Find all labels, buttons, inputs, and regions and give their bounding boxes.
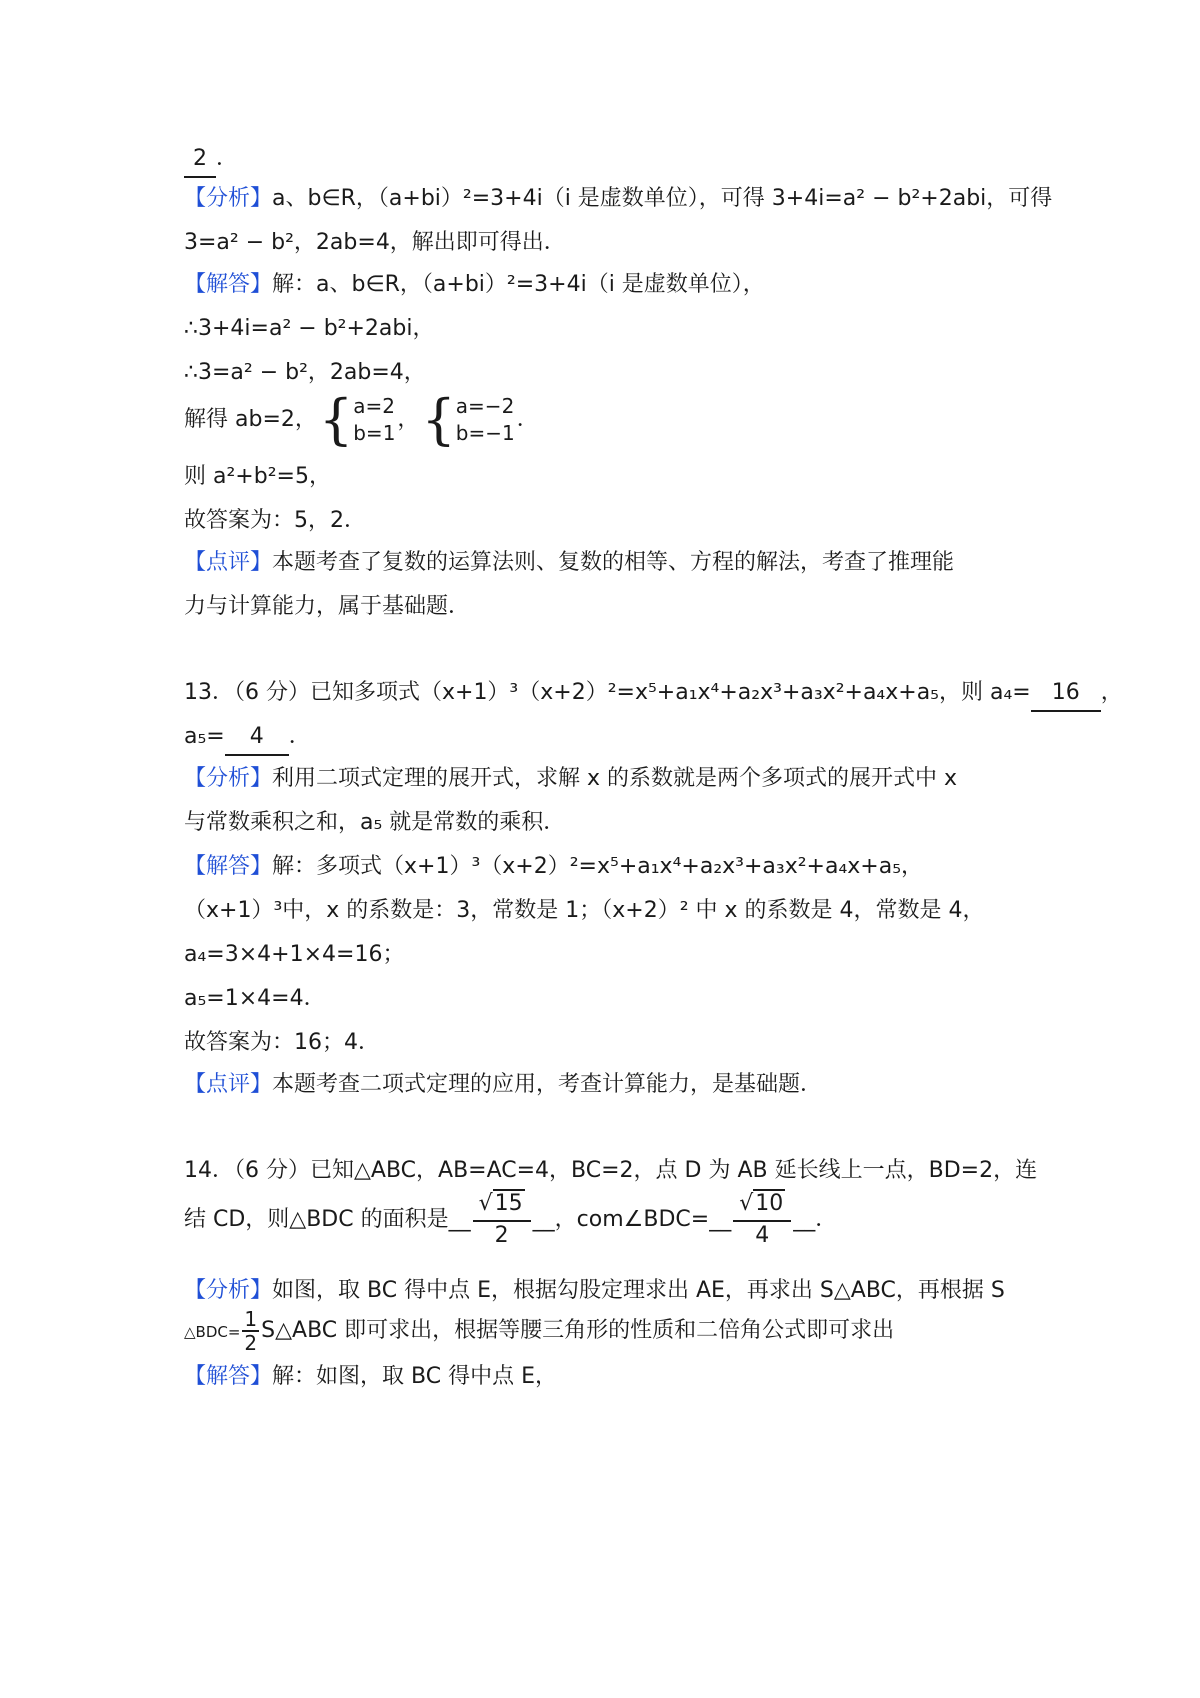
p14-analysis-cont: △BDC= $\frac{1}{2}$ S△ABC 即可求出，根据等腰三角形的性质和二倍角公式即可求出 <box>184 1307 895 1355</box>
p13-answer-2: 4 <box>225 720 289 756</box>
p14-answer-cos: $\frac{√10}{4}$ <box>733 1190 791 1250</box>
p13-answer-1: 16 <box>1031 676 1101 712</box>
comment-label: 【点评】 <box>184 1072 273 1097</box>
p13-stem-cont: a₅= 4 ． <box>184 720 1034 756</box>
p14-analysis: 【分析】如图，取 BC 得中点 E，根据勾股定理求出 AE，再求出 S△ABC，再根据 S <box>184 1278 1005 1303</box>
p14-solution: 【解答】解：如图，取 BC 得中点 E， <box>184 1364 557 1389</box>
p14-answer-area: $\frac{√15}{2}$ <box>473 1190 531 1250</box>
p12-comment: 【点评】本题考查了复数的运算法则、复数的相等、方程的解法，考查了推理能 <box>184 550 955 575</box>
p12-step-6: 故答案为：5，2． <box>184 508 366 533</box>
half-fraction: $\frac{1}{2}$ <box>244 1307 258 1355</box>
solution-label: 【解答】 <box>184 272 273 297</box>
p13-comment: 【点评】本题考查二项式定理的应用，考查计算能力，是基础题． <box>184 1072 823 1097</box>
analysis-label: 【分析】 <box>184 766 273 791</box>
p13-solution: 【解答】解：多项式（x+1）³（x+2）²=x⁵+a₁x⁴+a₂x³+a₃x²+a₄x+a₅， <box>184 854 924 879</box>
p12-step-5: 则 a²+b²=5， <box>184 464 331 489</box>
prev-answer-line: 2 ． <box>184 142 1034 178</box>
p12-analysis-cont: 3=a² − b²，2ab=4，解出即可得出． <box>184 230 566 255</box>
p13-analysis-cont: 与常数乘积之和，a₅ 就是常数的乘积． <box>184 810 566 835</box>
analysis-label: 【分析】 <box>184 1278 273 1303</box>
p12-step-3: ∴3=a² − b²，2ab=4， <box>184 360 426 385</box>
p12-comment-cont: 力与计算能力，属于基础题． <box>184 594 471 619</box>
solution-label: 【解答】 <box>184 854 273 879</box>
p12-analysis: 【分析】a、b∈R，（a+bi）²=3+4i（i 是虚数单位），可得 3+4i=a² − b²+2abi，可得 <box>184 186 1053 211</box>
p12-solution: 【解答】解：a、b∈R，（a+bi）²=3+4i（i 是虚数单位）， <box>184 272 765 297</box>
p13-step-5: 故答案为：16；4． <box>184 1030 380 1055</box>
solution-label: 【解答】 <box>184 1364 273 1389</box>
p14-stem: 14．（6 分）已知△ABC，AB=AC=4，BC=2，点 D 为 AB 延长线上一点，BD=2，连 <box>184 1158 1038 1183</box>
p12-step-2: ∴3+4i=a² − b²+2abi， <box>184 316 435 341</box>
p14-stem-cont: 结 CD，则△BDC 的面积是__ $\frac{√15}{2}$ __，com∠BDC=__ $\frac{√10}{4}$ __． <box>184 1191 838 1248</box>
p12-step-4: 解得 ab=2，{ a=2 b=1 ，{ a=−2 b=−1 ． <box>184 388 539 451</box>
comment-label: 【点评】 <box>184 550 273 575</box>
p13-step-3: a₄=3×4+1×4=16； <box>184 942 405 967</box>
p13-step-2: （x+1）³中，x 的系数是：3，常数是 1；（x+2）² 中 x 的系数是 4，常数是 4， <box>184 898 985 923</box>
analysis-label: 【分析】 <box>184 186 273 211</box>
p13-stem: 13．（6 分）已知多项式（x+1）³（x+2）²=x⁵+a₁x⁴+a₂x³+a₃x²+a₄x+a₅，则 a₄= 16 ， <box>184 676 1034 712</box>
equation-system-2: { a=−2 b=−1 <box>421 388 515 451</box>
prev-answer: 2 <box>184 142 216 178</box>
equation-system-1: { a=2 b=1 <box>318 388 396 451</box>
p13-step-4: a₅=1×4=4． <box>184 986 326 1011</box>
p13-analysis: 【分析】利用二项式定理的展开式，求解 x 的系数就是两个多项式的展开式中 x <box>184 766 958 791</box>
